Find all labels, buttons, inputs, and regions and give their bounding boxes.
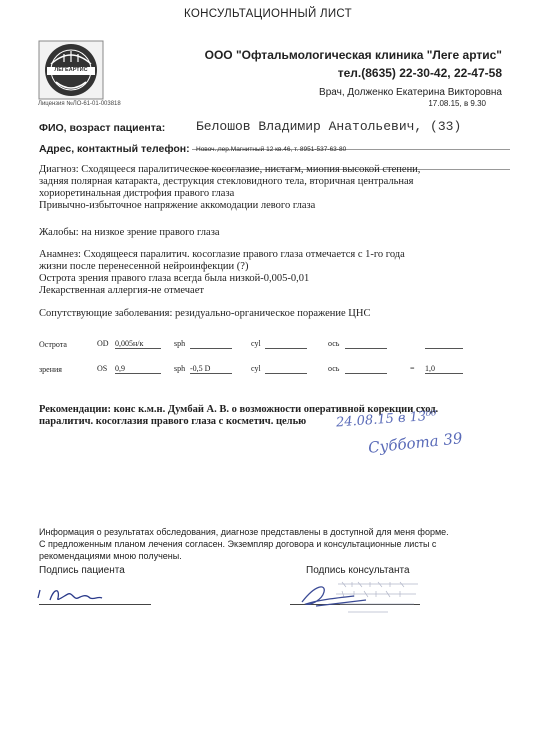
os-sph-value: -0,5 D [190, 364, 232, 374]
address-label: Адрес, контактный телефон: [39, 143, 190, 155]
patient-signature [36, 584, 116, 606]
diagnosis-line: хориоретинальная дистрофия правого глаза [39, 188, 235, 199]
od-result-field [425, 348, 463, 349]
doctor-name: Врач, Долженко Екатерина Викторовна [319, 87, 502, 98]
os-axis-field [345, 373, 387, 374]
diagnosis-line: задняя полярная катаракта, деструкция стекловидного тела, вторичная центральная [39, 176, 414, 187]
patient-signature-label: Подпись пациента [39, 565, 125, 576]
od-value: 0,005н/к [115, 339, 161, 349]
handwritten-appointment-date: 24.08.15 в 13⁰⁰ [335, 408, 438, 431]
consent-line: С предложенным планом лечения согласен. Экземпляр договора и консультационные листы с [39, 539, 437, 549]
anamnesis-line: жизни после перенесенной нейроинфекции (?) [39, 261, 249, 272]
od-sph-field [190, 348, 232, 349]
recommendation-line: паралитич. косоглазия правого глаза с косметич. целью [39, 416, 307, 427]
consent-line: Информация о результатах обследования, диагнозе представлены в доступной для меня форме. [39, 527, 449, 537]
od-cyl-label: cyl [251, 339, 261, 348]
logo-text: ЛЕГЕАРТИС [54, 67, 88, 73]
od-axis-field [345, 348, 387, 349]
od-sph-label: sph [174, 339, 186, 348]
handwritten-appointment-day: Суббота 39 [367, 429, 464, 457]
complaints: Жалобы: на низкое зрение правого глаза [39, 227, 220, 238]
concomitant-diseases: Сопутствующие заболевания: резидуально-органическое поражение ЦНС [39, 308, 371, 319]
diagnosis-line: Привычно-избыточное напряжение аккомодации левого глаза [39, 200, 316, 211]
acuity-label-1: Острота [39, 340, 67, 349]
os-cyl-field [265, 373, 307, 374]
diagnosis-line: Диагноз: Сходящееся паралитическое косоглазие, нистагм, миопия высокой степени, [39, 164, 421, 175]
recommendation-line: Рекомендации: конс к.м.н. Думбай А. В. о возможности оперативной корекции сход. [39, 404, 439, 415]
os-sph-label: sph [174, 364, 186, 373]
acuity-label-2: зрения [39, 365, 62, 374]
os-value: 0,9 [115, 364, 161, 374]
address-value: Новоч.,пер.Магнитный 12 кв.46, т. 8951-537-63-80 [196, 146, 347, 153]
patient-name-label: ФИО, возраст пациента: [39, 122, 166, 134]
visit-date: 17.08.15, в 9.30 [428, 99, 486, 108]
anamnesis-block [39, 249, 405, 297]
consultant-signature [296, 580, 386, 610]
consent-line: рекомендациями мною получены. [39, 551, 182, 561]
os-label: OS [97, 364, 108, 373]
anamnesis-line: Анамнез: Сходящееся паралитич. косоглазие правого глаза отмечается с 1-го года [39, 249, 405, 260]
patient-name-value: Белошов Владимир Анатольевич, (33) [196, 119, 462, 134]
os-axis-label: ось [328, 364, 340, 373]
anamnesis-line: Острота зрения правого глаза всегда была низкой-0,005-0,01 [39, 273, 310, 284]
od-cyl-field [265, 348, 307, 349]
os-cyl-label: cyl [251, 364, 261, 373]
license-number: Лицензия №ЛО-61-01-003818 [38, 101, 121, 107]
os-result-value: 1,0 [425, 364, 463, 374]
clinic-name: ООО "Офтальмологическая клиника "Леге артис" [204, 48, 502, 62]
os-equals: = [410, 364, 415, 373]
consent-text [39, 526, 449, 562]
diagnosis-block [39, 164, 420, 212]
od-axis-label: ось [328, 339, 340, 348]
consultant-signature-label: Подпись консультанта [306, 565, 410, 576]
document-title: КОНСУЛЬТАЦИОННЫЙ ЛИСТ [184, 8, 352, 20]
clinic-phone: тел.(8635) 22-30-42, 22-47-58 [337, 66, 502, 80]
od-label: OD [97, 339, 109, 348]
anamnesis-line: Лекарственная аллергия-не отмечает [39, 285, 204, 296]
